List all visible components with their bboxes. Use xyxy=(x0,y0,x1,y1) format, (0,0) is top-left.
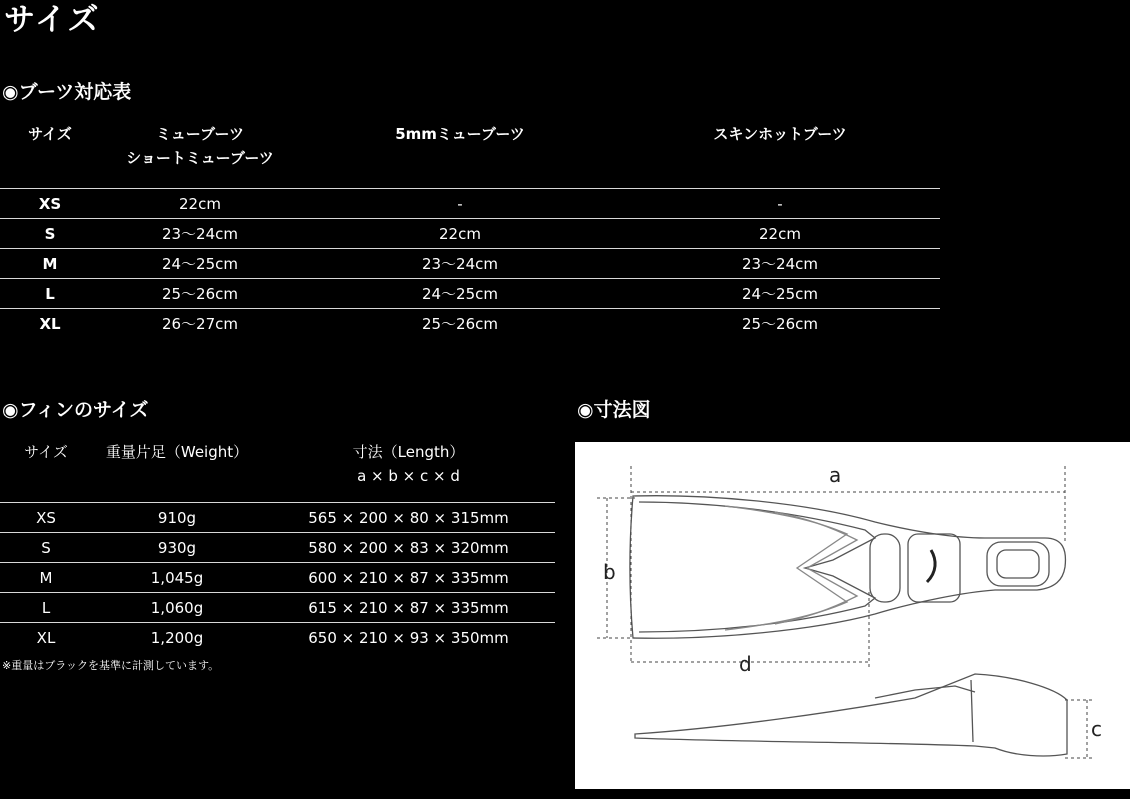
fins-weight-cell: 1,060g xyxy=(92,593,262,623)
foot-pocket-outline xyxy=(870,534,900,602)
boots-header-mu-line1: ミューブーツ xyxy=(156,125,244,143)
table-row xyxy=(0,279,940,309)
fins-weight-cell: 910g xyxy=(92,503,262,533)
fins-weight-cell: 930g xyxy=(92,533,262,563)
dim-label-d: d xyxy=(739,652,752,676)
boots-cell: 25〜26cm xyxy=(620,309,940,339)
table-row xyxy=(0,189,940,219)
boots-size-cell: M xyxy=(0,249,100,279)
boots-cell: 26〜27cm xyxy=(100,309,300,339)
boots-cell: 22cm xyxy=(300,219,620,249)
dimension-diagram xyxy=(575,442,1130,789)
fin-top-view-outline xyxy=(630,496,1065,639)
boots-cell: 25〜26cm xyxy=(300,309,620,339)
fins-header-length-line2: a × b × c × d xyxy=(357,467,460,485)
fins-length-cell: 650 × 210 × 93 × 350mm xyxy=(262,623,555,653)
boots-size-cell: XS xyxy=(0,189,100,219)
boots-cell: 24〜25cm xyxy=(100,249,300,279)
fins-section-heading: ◉フィンのサイズ xyxy=(2,399,149,421)
diagram-section-heading: ◉寸法図 xyxy=(577,399,651,421)
fins-header-length xyxy=(262,438,555,503)
boots-cell: 23〜24cm xyxy=(100,219,300,249)
boots-cell: 24〜25cm xyxy=(620,279,940,309)
dim-label-a: a xyxy=(829,463,842,487)
table-row xyxy=(0,309,940,339)
boots-cell: - xyxy=(620,189,940,219)
fins-weight-cell: 1,045g xyxy=(92,563,262,593)
fins-size-cell: L xyxy=(0,593,92,623)
boots-cell: 23〜24cm xyxy=(300,249,620,279)
boots-size-cell: S xyxy=(0,219,100,249)
table-row xyxy=(0,219,940,249)
fins-size-cell: S xyxy=(0,533,92,563)
table-row xyxy=(0,533,555,563)
fins-header-weight: 重量片足（Weight） xyxy=(105,443,249,461)
boots-cell: - xyxy=(300,189,620,219)
fin-diagram-svg xyxy=(575,442,1130,789)
fins-size-cell: XL xyxy=(0,623,92,653)
heel-strap-outline xyxy=(987,542,1049,586)
boots-header-size: サイズ xyxy=(28,125,72,143)
table-row xyxy=(0,503,555,533)
page-title: サイズ xyxy=(4,2,101,38)
boots-cell: 25〜26cm xyxy=(100,279,300,309)
table-row xyxy=(0,623,555,653)
boots-header-mu xyxy=(100,118,300,189)
boots-header-5mm: 5mmミューブーツ xyxy=(395,125,525,143)
boots-cell: 24〜25cm xyxy=(300,279,620,309)
boots-header-skinhot: スキンホットブーツ xyxy=(713,125,847,143)
boots-size-cell: L xyxy=(0,279,100,309)
boots-table-header xyxy=(0,118,940,189)
boots-cell: 23〜24cm xyxy=(620,249,940,279)
fins-size-cell: M xyxy=(0,563,92,593)
fins-length-cell: 580 × 200 × 83 × 320mm xyxy=(262,533,555,563)
fins-table-header xyxy=(0,438,555,503)
fins-length-cell: 615 × 210 × 87 × 335mm xyxy=(262,593,555,623)
boots-size-cell: XL xyxy=(0,309,100,339)
boots-cell: 22cm xyxy=(620,219,940,249)
boots-cell: 22cm xyxy=(100,189,300,219)
fins-header-length-line1: 寸法（Length） xyxy=(352,443,465,461)
fins-size-cell: XS xyxy=(0,503,92,533)
fins-length-cell: 565 × 200 × 80 × 315mm xyxy=(262,503,555,533)
fins-weight-cell: 1,200g xyxy=(92,623,262,653)
boots-section-heading: ◉ブーツ対応表 xyxy=(2,81,132,103)
table-row xyxy=(0,593,555,623)
fins-table xyxy=(0,438,555,652)
boots-header-mu-line2: ショートミューブーツ xyxy=(126,149,274,167)
fin-side-view-outline xyxy=(635,674,1067,756)
dim-label-b: b xyxy=(603,560,616,584)
fins-header-size: サイズ xyxy=(24,443,68,461)
dim-label-c: c xyxy=(1091,717,1102,741)
weight-note: ※重量はブラックを基準に計測しています。 xyxy=(2,659,220,672)
table-row xyxy=(0,249,940,279)
table-row xyxy=(0,563,555,593)
fin-top-view-inner xyxy=(639,502,875,632)
fins-length-cell: 600 × 210 × 87 × 335mm xyxy=(262,563,555,593)
boots-table xyxy=(0,118,940,338)
